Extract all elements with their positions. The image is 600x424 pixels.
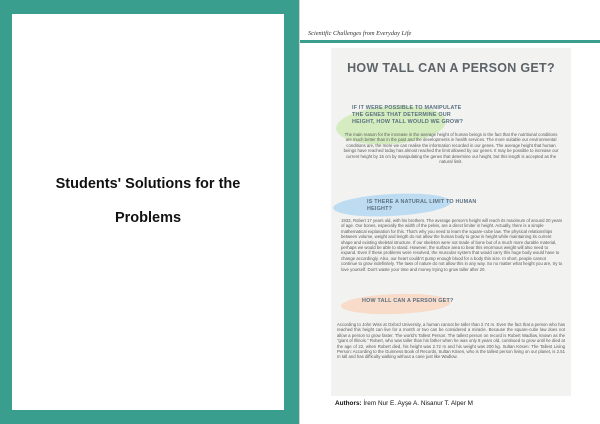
header-rule bbox=[300, 40, 600, 43]
section2-text: 1933, Robert 17 years old, with his brothers. The average person's height will reach its maximum of around 20 years of age. Our bones, especially the width of the pelvis, are a direct limiter in height. Actually, there is a simple mathematical explanation for this. That's why you need to learn the square-cube law. The physical relationships between volume, weight and length do not allow the human body to grow in height while maintaining its current shape and existing skeletal structure. If our skeleton were not made of bone but of a much more durable material, perhaps we would be able to stand. However, the surface area to bear this enormous weight will also need to expand. Even if these problems were resolved, the muscular system that would carry this huge body would have to change accordingly. Also, our heart couldn't pump enough blood for a body this size. In short, people cannot continue to grow indefinitely. The laws of nature do not allow this in any way. So no matter what height you are, try to love yourself. Don't waste your time and money trying to grow taller after 20. bbox=[341, 218, 563, 272]
poster-title: HOW TALL CAN A PERSON GET? bbox=[347, 61, 555, 75]
section1-text: The main reason for the increase in the average height of human beings is the fact that the nutritional conditions are much better than in the past and the developments in health services. The more suitable our environmental conditions are, the more we can realise the information recorded in our genes. The average height that human beings have reached today has almost reached the limit allowed by our genes. It may be possible to increase our current height by 15 cm by manipulating the genes that determine our height, but this length is accepted as the natural limit. bbox=[343, 132, 559, 165]
poster-panel bbox=[331, 48, 571, 396]
authors-line bbox=[335, 400, 473, 407]
left-page-content bbox=[12, 14, 284, 410]
running-head: Scientific Challenges from Everyday Life bbox=[308, 30, 412, 37]
section3-heading: HOW TALL CAN A PERSON GET? bbox=[362, 298, 454, 304]
right-page bbox=[300, 0, 600, 424]
title-line-2: Problems bbox=[114, 210, 182, 226]
section3-text: According to John Wiss at Oxford University, a human cannot be taller than 2.74 m. Even the fact that a person who has reached this height can live for a month or two can be considered a miracle. Because the square-cube law does not allow a person to grow faster. The world's Tallest Person: The tallest person on record is Robert Wadlow, known as the "giant of Illinois." Robert, who was taller than his father when he was only 8 years old, continued to grow until he died at the age of 22, when Robert died, his height was 2.72 m and his weight was 200 kg. Sultan Kösen: The Tallest Living Person: According to the Guinness Book of Records, Sultan Kösen, who is the tallest person living on our planet, is 2.51 m tall and has difficulty walking without a cane just like Wadlow. bbox=[337, 322, 566, 360]
section2-heading: IS THERE A NATURAL LIMIT TO HUMAN HEIGHT? bbox=[367, 199, 477, 212]
authors-names: İrem Nur E. Ayşe A. Nisanur T. Alper M bbox=[363, 400, 473, 407]
section1-heading: IF IT WERE POSSIBLE TO MANIPULATE THE GENES THAT DETERMINE OUR HEIGHT, HOW TALL WOULD WE GROW? bbox=[352, 105, 464, 125]
authors-label: Authors: bbox=[335, 400, 362, 407]
left-page-title bbox=[12, 176, 284, 226]
title-line-1: Students' Solutions for the bbox=[55, 176, 241, 192]
